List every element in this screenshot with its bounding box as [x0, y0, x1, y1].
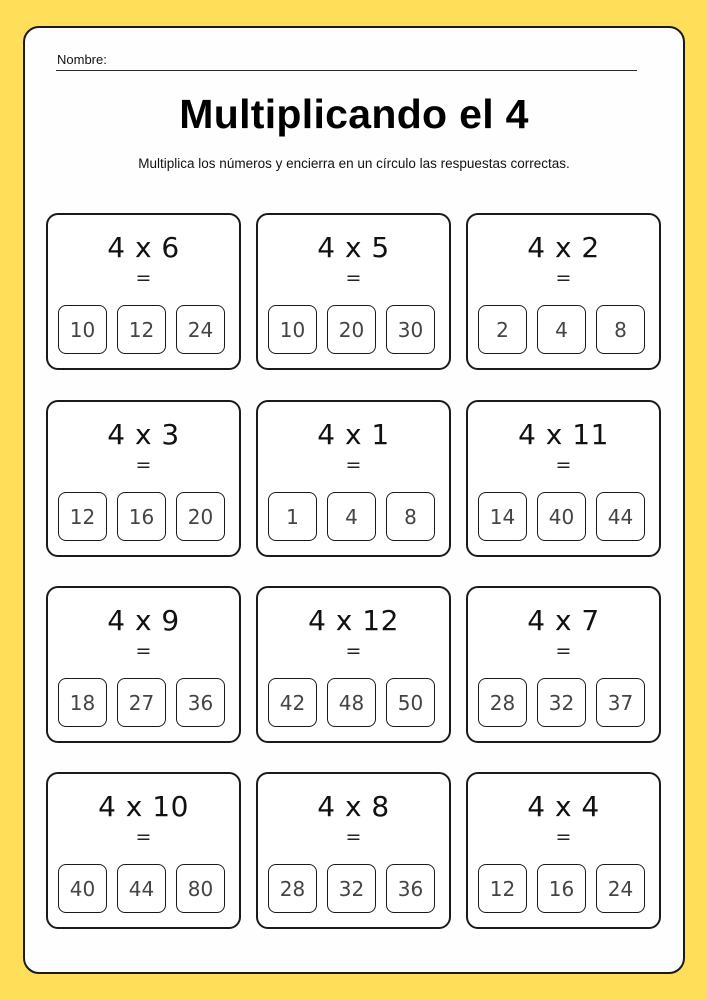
name-field[interactable] [56, 50, 637, 71]
answer-option[interactable]: 30 [386, 305, 435, 354]
answer-option[interactable]: 44 [596, 492, 645, 541]
answer-option[interactable]: 37 [596, 678, 645, 727]
equals-sign: = [555, 454, 572, 476]
problem-expression: 4 x 4 [527, 790, 600, 823]
answer-option[interactable]: 4 [327, 492, 376, 541]
problem-expression: 4 x 9 [107, 604, 180, 637]
answer-option[interactable]: 50 [386, 678, 435, 727]
answer-option[interactable]: 2 [478, 305, 527, 354]
equals-sign: = [345, 454, 362, 476]
answer-option[interactable]: 40 [537, 492, 586, 541]
problem-expression: 4 x 10 [98, 790, 189, 823]
problem-expression: 4 x 7 [527, 604, 600, 637]
answer-option[interactable]: 8 [596, 305, 645, 354]
answer-option[interactable]: 32 [327, 864, 376, 913]
equals-sign: = [555, 640, 572, 662]
answer-options [478, 864, 645, 913]
equals-sign: = [345, 826, 362, 848]
equals-sign: = [345, 640, 362, 662]
answer-options [58, 864, 225, 913]
answer-options [478, 678, 645, 727]
answer-option[interactable]: 24 [176, 305, 225, 354]
problem-card [46, 213, 241, 370]
equals-sign: = [135, 454, 152, 476]
problem-expression: 4 x 6 [107, 231, 180, 264]
answer-options [268, 678, 435, 727]
answer-option[interactable]: 36 [386, 864, 435, 913]
answer-option[interactable]: 10 [268, 305, 317, 354]
answer-options [268, 492, 435, 541]
answer-option[interactable]: 48 [327, 678, 376, 727]
problem-card [46, 586, 241, 743]
answer-option[interactable]: 36 [176, 678, 225, 727]
problem-expression: 4 x 11 [518, 418, 609, 451]
problem-card [256, 772, 451, 929]
equals-sign: = [555, 267, 572, 289]
answer-option[interactable]: 44 [117, 864, 166, 913]
problem-expression: 4 x 12 [308, 604, 399, 637]
equals-sign: = [135, 267, 152, 289]
answer-option[interactable]: 16 [537, 864, 586, 913]
equals-sign: = [135, 826, 152, 848]
problem-card [466, 400, 661, 557]
answer-option[interactable]: 4 [537, 305, 586, 354]
answer-options [478, 305, 645, 354]
equals-sign: = [555, 826, 572, 848]
problem-card [46, 772, 241, 929]
page-title: Multiplicando el 4 [179, 91, 529, 137]
answer-option[interactable]: 32 [537, 678, 586, 727]
answer-option[interactable]: 12 [478, 864, 527, 913]
answer-option[interactable]: 20 [327, 305, 376, 354]
answer-options [58, 678, 225, 727]
problem-card [256, 586, 451, 743]
problem-expression: 4 x 1 [317, 418, 390, 451]
problem-expression: 4 x 5 [317, 231, 390, 264]
answer-option[interactable]: 28 [268, 864, 317, 913]
problem-expression: 4 x 3 [107, 418, 180, 451]
answer-options [58, 305, 225, 354]
problem-expression: 4 x 8 [317, 790, 390, 823]
answer-option[interactable]: 12 [117, 305, 166, 354]
answer-option[interactable]: 28 [478, 678, 527, 727]
problem-expression: 4 x 2 [527, 231, 600, 264]
answer-option[interactable]: 10 [58, 305, 107, 354]
equals-sign: = [345, 267, 362, 289]
answer-option[interactable]: 8 [386, 492, 435, 541]
equals-sign: = [135, 640, 152, 662]
answer-option[interactable]: 24 [596, 864, 645, 913]
problem-card [256, 213, 451, 370]
name-label: Nombre: [57, 52, 107, 67]
answer-option[interactable]: 18 [58, 678, 107, 727]
problem-card [466, 213, 661, 370]
instructions: Multiplica los números y encierra en un círculo las respuestas correctas. [138, 156, 570, 171]
answer-option[interactable]: 20 [176, 492, 225, 541]
answer-option[interactable]: 12 [58, 492, 107, 541]
worksheet [23, 26, 685, 974]
answer-option[interactable]: 80 [176, 864, 225, 913]
problem-card [46, 400, 241, 557]
problem-card [256, 400, 451, 557]
problem-card [466, 772, 661, 929]
problem-grid [46, 213, 666, 933]
answer-options [58, 492, 225, 541]
answer-option[interactable]: 27 [117, 678, 166, 727]
answer-option[interactable]: 16 [117, 492, 166, 541]
answer-option[interactable]: 14 [478, 492, 527, 541]
answer-options [268, 864, 435, 913]
answer-options [268, 305, 435, 354]
problem-card [466, 586, 661, 743]
answer-option[interactable]: 40 [58, 864, 107, 913]
answer-option[interactable]: 42 [268, 678, 317, 727]
answer-option[interactable]: 1 [268, 492, 317, 541]
answer-options [478, 492, 645, 541]
